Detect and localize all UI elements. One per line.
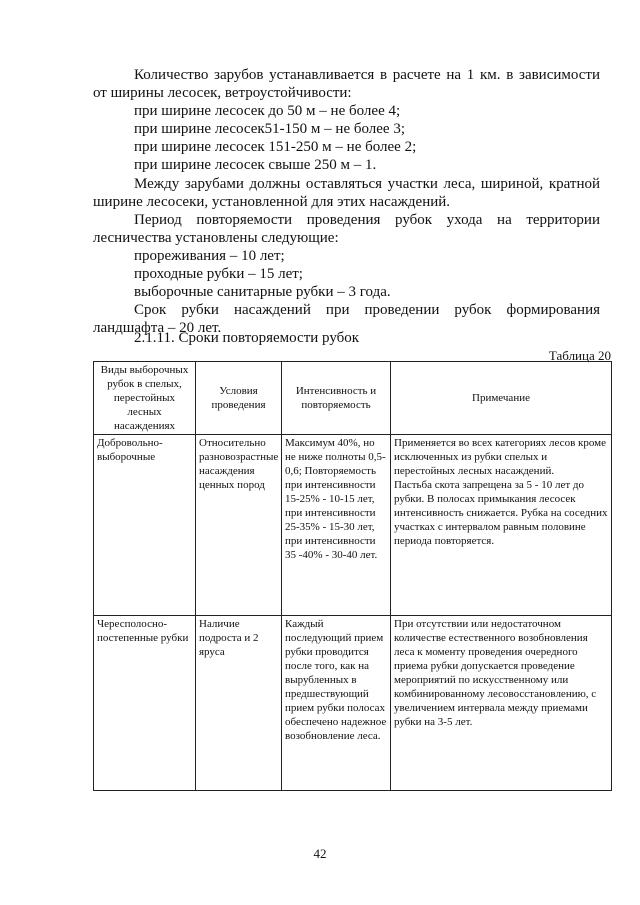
- paragraph-3-line-1: Период повторяемости проведения рубок ухода на территории: [134, 212, 600, 228]
- paragraph-4-line-1: Срок рубки насаждений при проведении рубок формирования: [134, 302, 600, 318]
- cell-conditions: Наличие подроста и 2 яруса: [196, 616, 282, 791]
- table-label: Таблица 20: [548, 348, 611, 363]
- cell-type: Чересполосно-постепенные рубки: [94, 616, 196, 791]
- table-header-row: [94, 362, 612, 435]
- width-item-2: при ширине лесосек51-150 м – не более 3;: [134, 121, 406, 137]
- note-part-1: Применяется во всех категориях лесов кроме исключенных из рубки спелых и перестойных лесных насаждений.: [394, 437, 606, 477]
- cell-note: При отсутствии или недостаточном количестве естественного возобновления леса к моменту проведения очередного приема рубки допускается проведение мероприятий по искусственному или комбинированному лесовосстановлению, с увеличением интервала между приемами рубки на 3-5 лет.: [391, 616, 612, 791]
- cell-note: [391, 435, 612, 616]
- period-item-3: выборочные санитарные рубки – 3 года.: [134, 284, 391, 300]
- paragraph-1-line-1: Количество зарубов устанавливается в расчете на 1 км. в зависимости: [134, 67, 600, 83]
- header-cutting-types: Виды выборочных рубок в спелых, перестойных лесных насаждениях: [94, 362, 196, 435]
- cell-conditions: Относительно разновозрастные насаждения ценных пород: [196, 435, 282, 616]
- header-conditions: Условия проведения: [196, 362, 282, 435]
- width-item-3: при ширине лесосек 151-250 м – не более 2;: [134, 139, 417, 155]
- period-item-2: проходные рубки – 15 лет;: [134, 266, 303, 282]
- width-item-4: при ширине лесосек свыше 250 м – 1.: [134, 157, 377, 173]
- paragraph-4-line-2: ландшафта – 20 лет.: [93, 320, 222, 336]
- page-number: 42: [313, 846, 327, 861]
- repeat-periods-table: [93, 361, 612, 791]
- cell-intensity: Максимум 40%, но не ниже полноты 0,5-0,6; Повторяемость при интенсивности 15-25% - 10-15 лет, при интенсивности 25-35% - 15-30 лет, при интенсивности 35 -40% - 30-40 лет.: [282, 435, 391, 616]
- section-title: 2.1.11. Сроки повторяемости рубок: [134, 330, 360, 346]
- header-note: Примечание: [391, 362, 612, 435]
- cell-intensity: Каждый последующий прием рубки проводится после того, как на вырубленных в предшествующий прием рубки полосах обеспечено надежное возобновление леса.: [282, 616, 391, 791]
- paragraph-2-line-2: ширине лесосеки, установленной для этих насаждений.: [93, 194, 451, 210]
- header-intensity: Интенсивность и повторяемость: [282, 362, 391, 435]
- paragraph-2-line-1: Между зарубами должны оставляться участки леса, шириной, кратной: [134, 176, 600, 192]
- width-item-1: при ширине лесосек до 50 м – не более 4;: [134, 103, 401, 119]
- paragraph-1-line-2: от ширины лесосек, ветроустойчивости:: [93, 85, 352, 101]
- paragraph-3-line-2: лесничества установлены следующие:: [93, 230, 339, 246]
- table-row: [94, 616, 612, 791]
- cell-type: Добровольно-выборочные: [94, 435, 196, 616]
- note-part-2: Пастьба скота запрещена за 5 - 10 лет до рубки. В полосах примыкания лесосек интенсивность снижается. Рубка на соседних участках с интервалом равным половине периода повторяется.: [394, 479, 608, 547]
- period-item-1: прореживания – 10 лет;: [134, 248, 285, 264]
- table-row: [94, 435, 612, 616]
